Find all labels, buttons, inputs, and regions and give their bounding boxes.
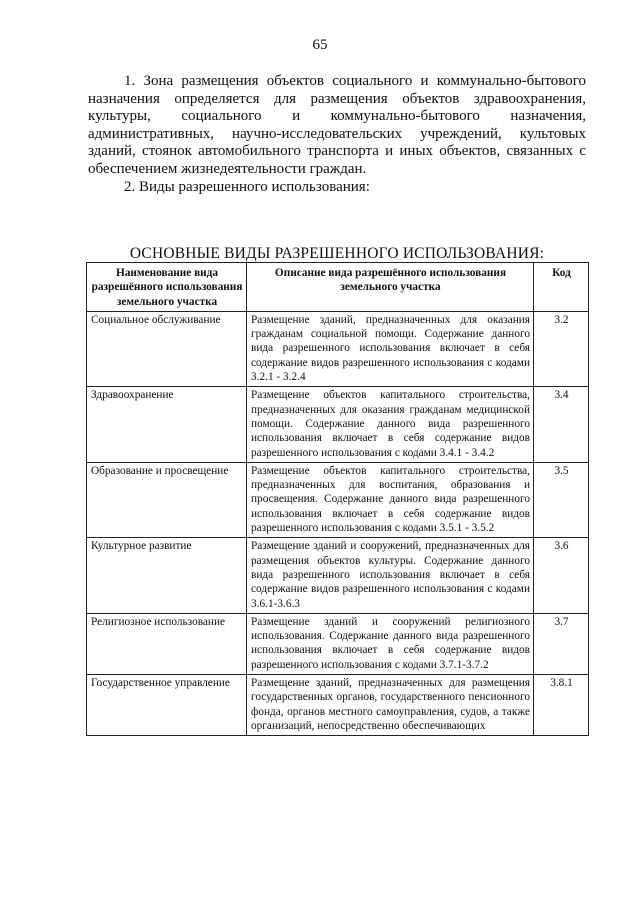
use-description-cell: Размещение зданий, предназначенных для оказания гражданам социальной помощи. Содержание данного вида разрешенного использования включает в себя содержание видов разрешенного использования с кодами 3.2.1 - 3.2.4 xyxy=(247,311,534,386)
use-name-cell: Здравоохранение xyxy=(87,387,247,462)
use-name-cell: Социальное обслуживание xyxy=(87,311,247,386)
use-description-cell: Размещение зданий, предназначенных для размещения государственных органов, государственного пенсионного фонда, органов местного самоуправления, судов, а также организаций, непосредственно обеспечивающих xyxy=(247,675,534,736)
use-code-cell: 3.2 xyxy=(534,311,589,386)
table-row xyxy=(87,538,589,613)
paragraph-permitted-uses: 2. Виды разрешенного использования: xyxy=(124,178,370,195)
header-use-code: Код xyxy=(534,263,589,312)
use-description-cell: Размещение объектов капитального строительства, предназначенных для воспитания, образования и просвещения. Содержание данного вида разрешенного использования включает в себя содержание видов разрешенного использования с кодами 3.5.1 - 3.5.2 xyxy=(247,462,534,537)
use-name-cell: Религиозное использование xyxy=(87,613,247,674)
table-row xyxy=(87,311,589,386)
table-row xyxy=(87,613,589,674)
use-code-cell: 3.7 xyxy=(534,613,589,674)
table-row xyxy=(87,387,589,462)
use-code-cell: 3.8.1 xyxy=(534,675,589,736)
header-use-name: Наименование вида разрешённого использования земельного участка xyxy=(87,263,247,312)
table-row xyxy=(87,675,589,736)
use-name-cell: Культурное развитие xyxy=(87,538,247,613)
use-code-cell: 3.6 xyxy=(534,538,589,613)
use-description-cell: Размещение объектов капитального строительства, предназначенных для оказания гражданам медицинской помощи. Содержание данного вида разрешенного использования включает в себя содержание видов разрешенного использования с кодами 3.4.1 - 3.4.2 xyxy=(247,387,534,462)
use-description-cell: Размещение зданий и сооружений, предназначенных для размещения объектов культуры. Содержание данного вида разрешенного использования включает в себя содержание видов разрешенного использования с кодами 3.6.1-3.6.3 xyxy=(247,538,534,613)
table-row xyxy=(87,462,589,537)
use-name-cell: Государственное управление xyxy=(87,675,247,736)
header-use-description: Описание вида разрешённого использования земельного участка xyxy=(247,263,534,312)
use-code-cell: 3.5 xyxy=(534,462,589,537)
section-title: ОСНОВНЫЕ ВИДЫ РАЗРЕШЕННОГО ИСПОЛЬЗОВАНИЯ: xyxy=(129,245,545,262)
paragraph-zone-definition: 1. Зона размещения объектов социального и коммунально-бытового назначения определяется для размещения объектов здравоохранения, культуры, социального и коммунально-бытового назначения, административных, научно-исследовательских учреждений, культовых зданий, стоянок автомобильного транспорта и иных объектов, связанных с обеспечением жизнедеятельности граждан. xyxy=(88,73,586,177)
table-header-row xyxy=(87,263,589,312)
use-description-cell: Размещение зданий и сооружений религиозного использования. Содержание данного вида разрешенного использования включает в себя содержание видов разрешенного использования с кодами 3.7.1-3.7.2 xyxy=(247,613,534,674)
page-number: 65 xyxy=(312,37,328,53)
intro-text xyxy=(88,73,586,196)
permitted-uses-table xyxy=(86,262,589,736)
use-name-cell: Образование и просвещение xyxy=(87,462,247,537)
use-code-cell: 3.4 xyxy=(534,387,589,462)
